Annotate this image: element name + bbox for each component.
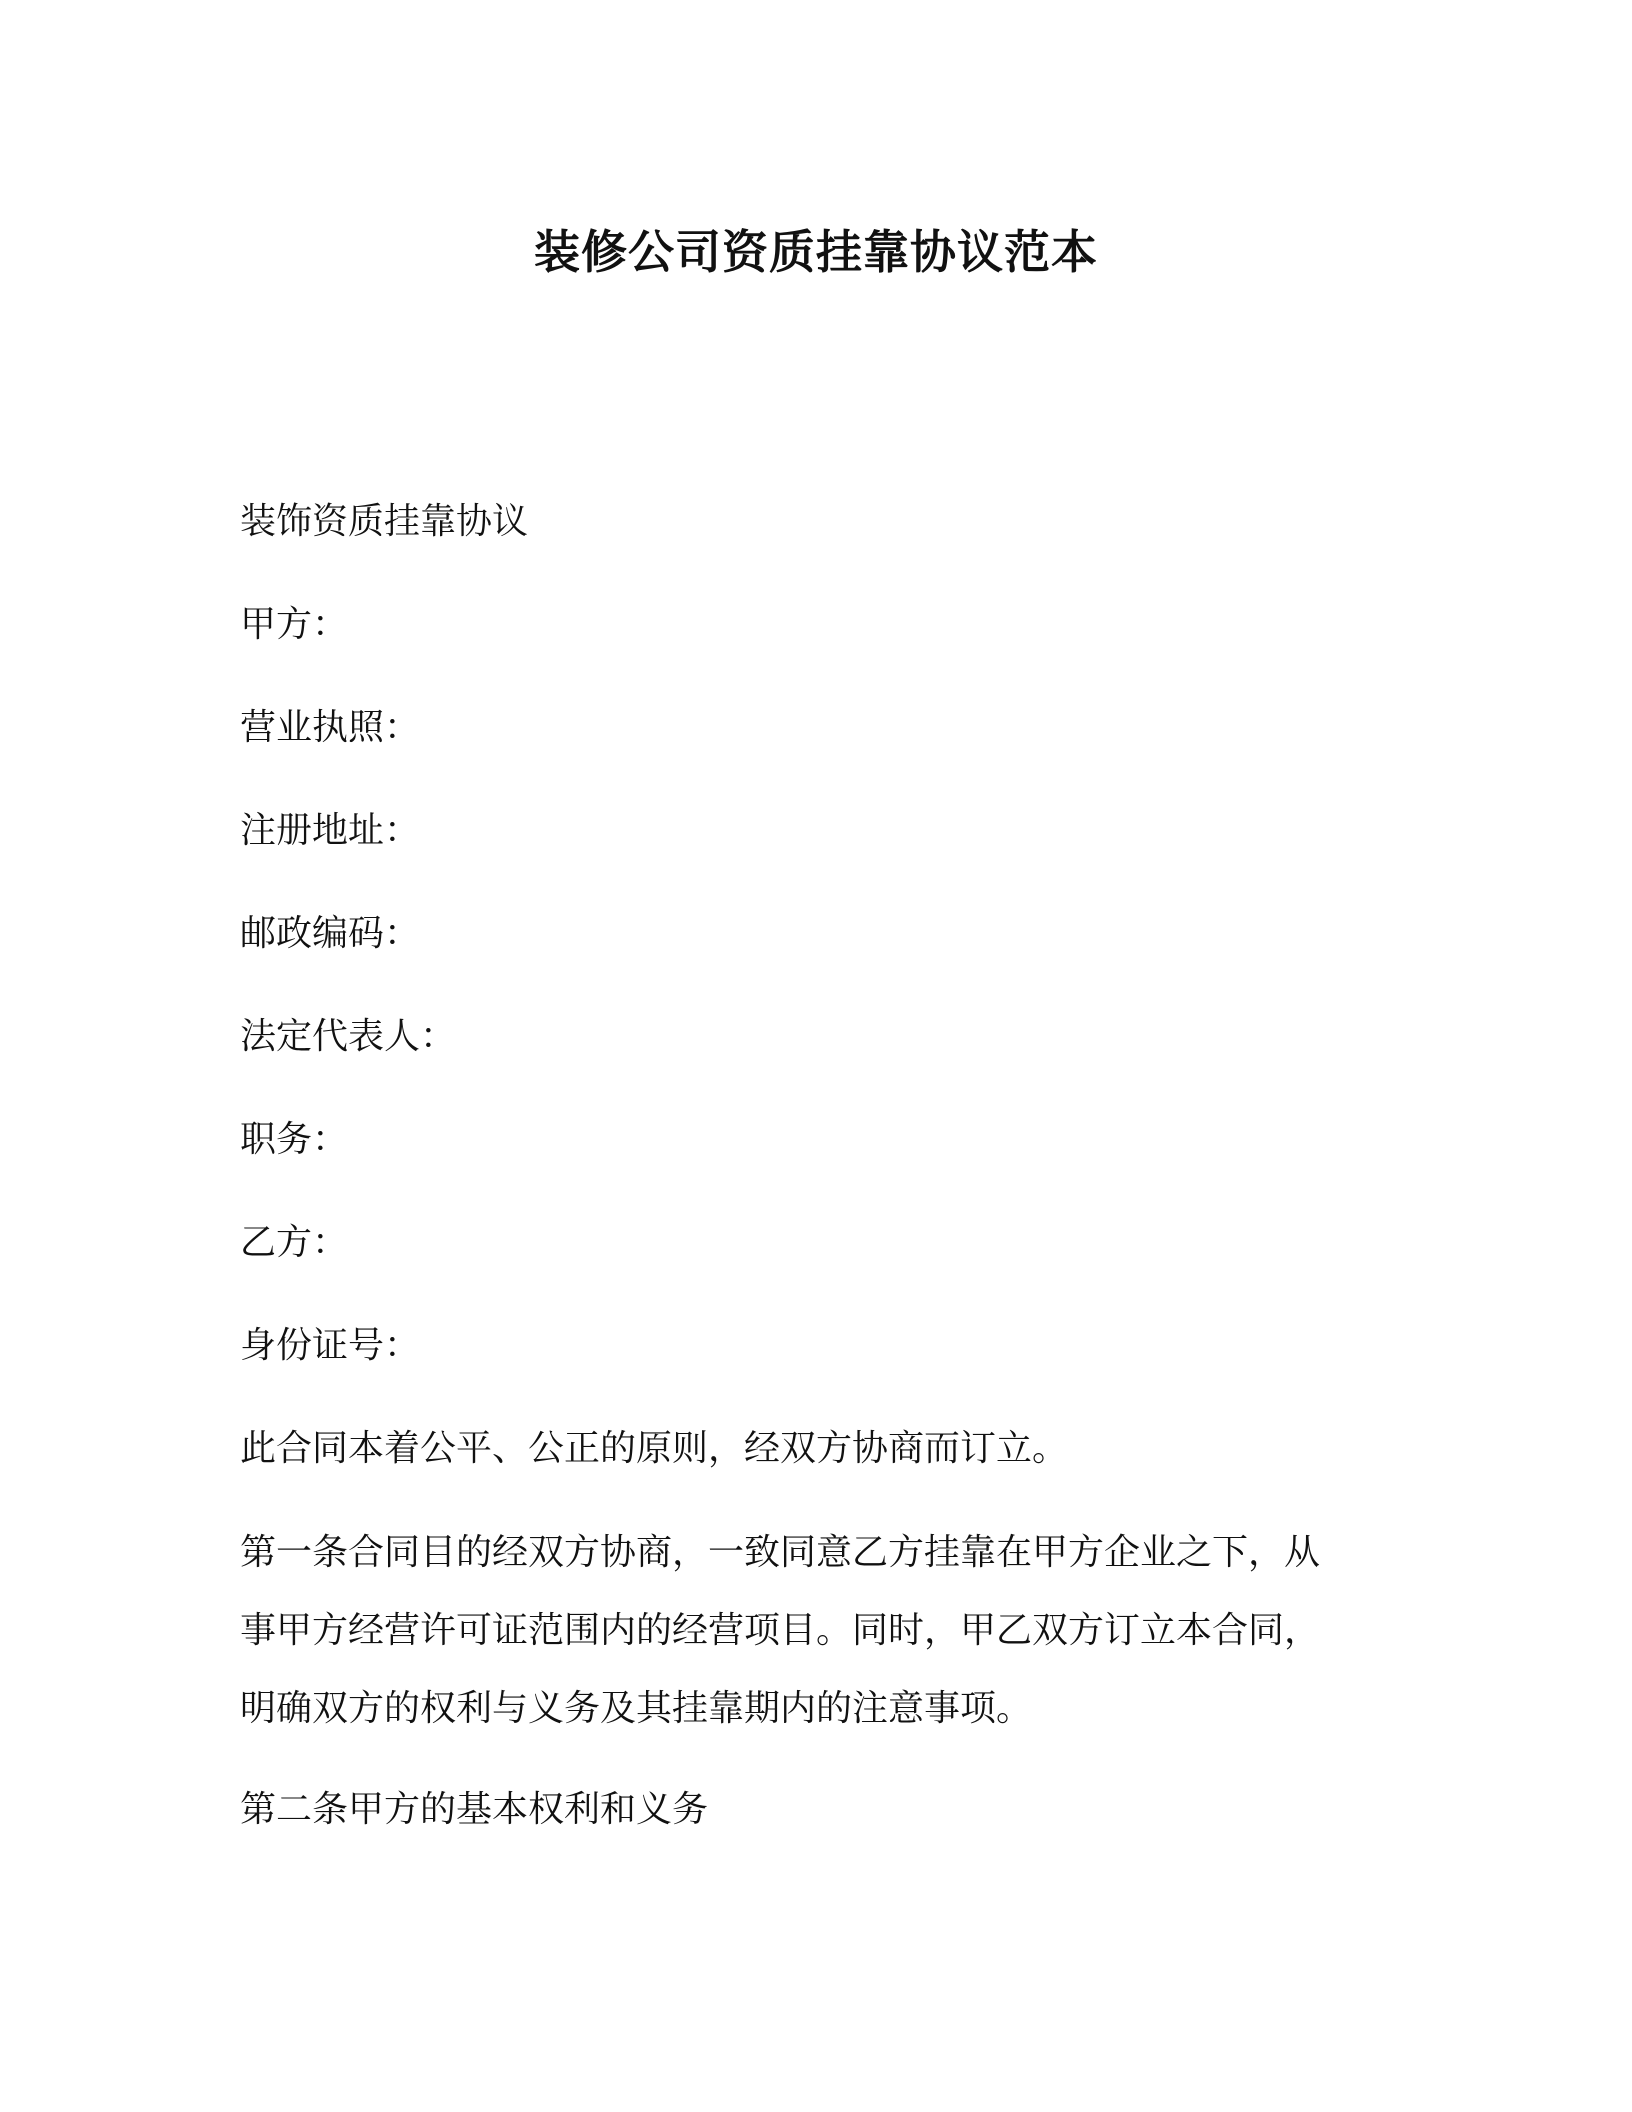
agreement-subtitle: 装饰资质挂靠协议 xyxy=(240,501,529,542)
article-1-line: 事甲方经营许可证范围内的经营项目。同时，甲乙双方订立本合同， xyxy=(240,1610,1321,1651)
field-party-a: 甲方： xyxy=(240,604,349,645)
field-registered-address: 注册地址： xyxy=(240,810,421,851)
field-party-b: 乙方： xyxy=(240,1222,349,1263)
article-1-line: 明确双方的权利与义务及其挂靠期内的注意事项。 xyxy=(240,1688,1033,1729)
intro-paragraph: 此合同本着公平、公正的原则，经双方协商而订立。 xyxy=(240,1428,1069,1469)
field-business-license: 营业执照： xyxy=(240,707,421,748)
article-1-paragraph xyxy=(240,1514,1390,1748)
field-postal-code: 邮政编码： xyxy=(240,913,421,954)
article-2-heading: 第二条甲方的基本权利和义务 xyxy=(240,1789,709,1830)
field-legal-representative: 法定代表人： xyxy=(240,1016,457,1057)
document-title: 装修公司资质挂靠协议范本 xyxy=(534,225,1098,279)
field-position: 职务： xyxy=(240,1119,349,1160)
field-id-number: 身份证号： xyxy=(240,1325,421,1366)
article-1-line: 第一条合同目的经双方协商，一致同意乙方挂靠在甲方企业之下，从 xyxy=(240,1532,1321,1573)
